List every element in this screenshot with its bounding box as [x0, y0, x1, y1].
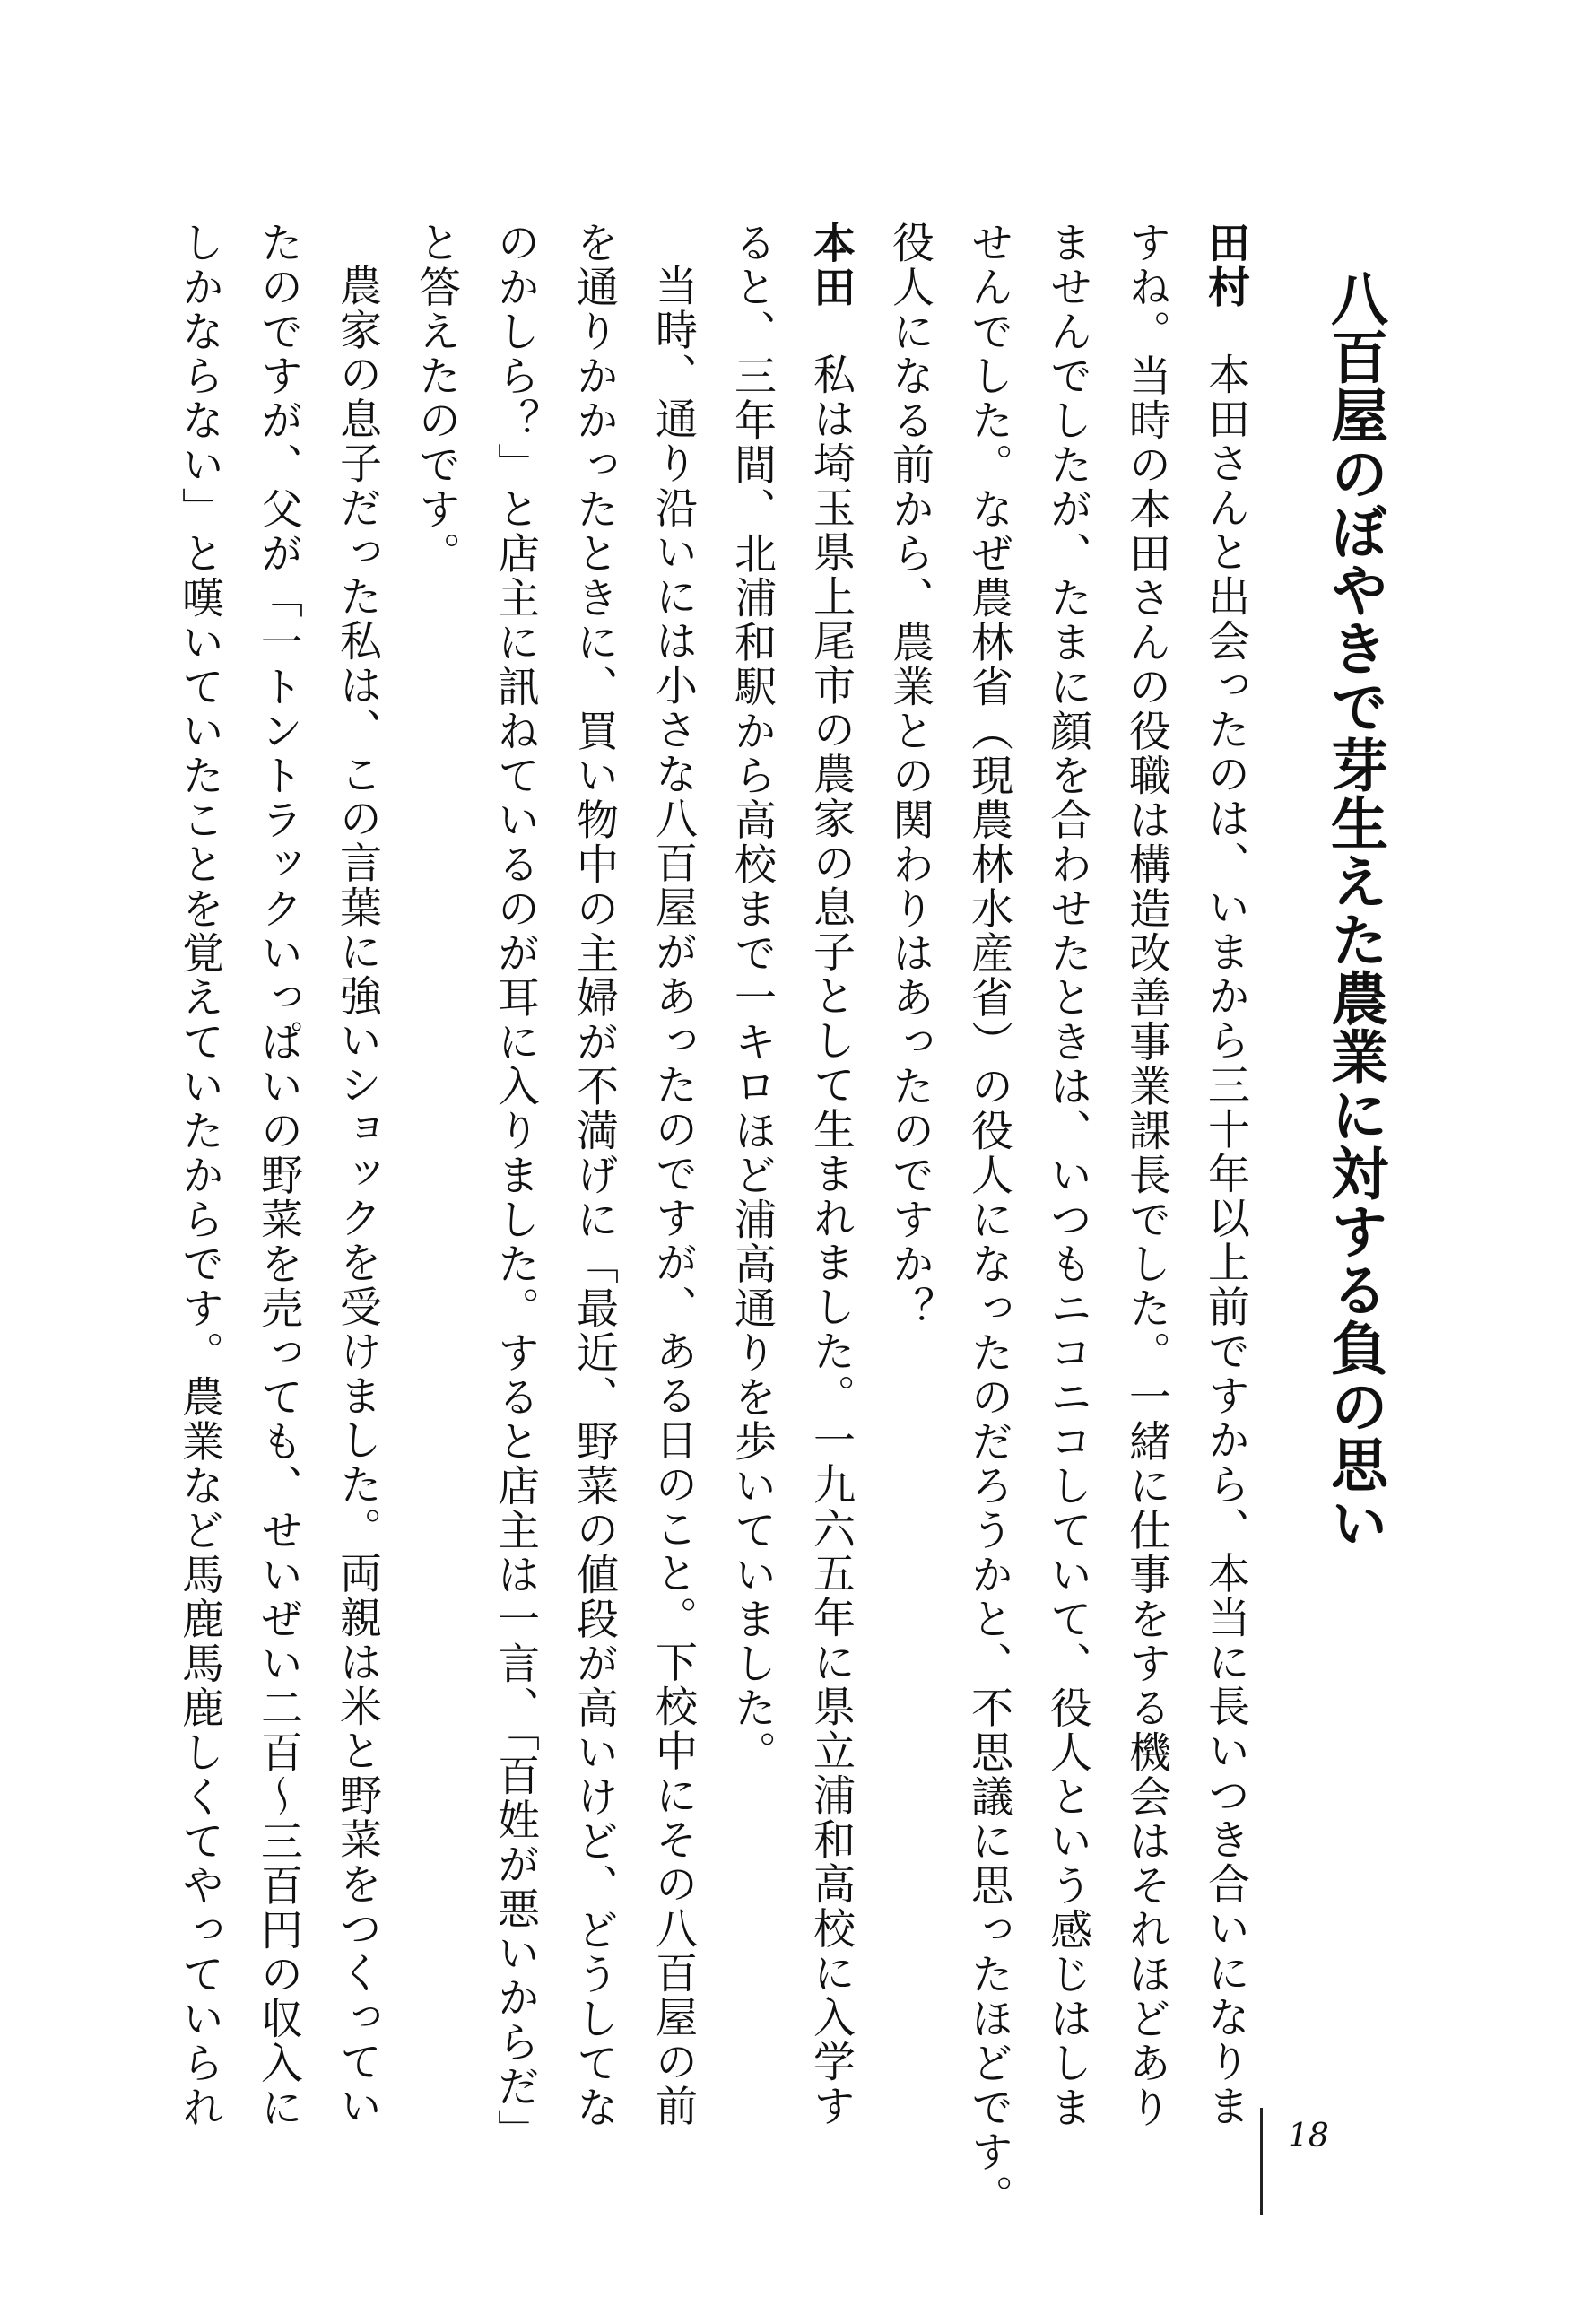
speaker-label: 本田: [806, 221, 856, 309]
column-text: 私は埼玉県上尾市の農家の息子として生まれました。一九六五年に県立浦和高校に入学す: [806, 353, 856, 2128]
text-column: [554, 221, 633, 2234]
column-text: 当時、通り沿いには小さな八百屋があったのですが、ある日のこと。下校中にその八百屋の前: [648, 264, 698, 2128]
text-column: [1028, 221, 1107, 2234]
column-text: すね。当時の本田さんの役職は構造改善事業課長でした。一緒に仕事をする機会はそれほどあり: [1122, 221, 1171, 2130]
text-column: [712, 221, 791, 2234]
text-column: [160, 221, 239, 2234]
column-text: ると、三年間、北浦和駅から高校まで一キロほど浦高通りを歩いていました。: [727, 221, 777, 1775]
column-text: を通りかかったときに、買い物中の主婦が不満げに「最近、野菜の値段が高いけど、どうしてな: [569, 221, 619, 2130]
text-column: [1107, 221, 1186, 2234]
column-text: 本田さんと出会ったのは、いまから三十年以上前ですから、本当に長いつき合いになりま: [1201, 353, 1250, 2128]
page-number: 18: [1288, 2118, 1329, 2154]
text-column: [239, 221, 317, 2234]
column-text: ませんでしたが、たまに顔を合わせたときは、いつもニコニコしていて、役人という感じはしま: [1043, 221, 1092, 2130]
text-column: [475, 221, 554, 2234]
text-column: [317, 221, 396, 2234]
page-number-rule: [1260, 2108, 1263, 2215]
text-column: [870, 221, 949, 2234]
text-column: [1186, 221, 1265, 2234]
column-text: しかならない」と嘆いていたことを覚えていたからです。農業など馬鹿馬鹿しくてやっていられ: [175, 221, 224, 2130]
body-text: [175, 221, 1265, 2234]
column-text: と答えたのです。: [412, 221, 461, 576]
text-column: [949, 221, 1028, 2234]
text-column: [791, 221, 870, 2234]
column-text: せんでした。なぜ農林省（現農林水産省）の役人になったのだろうかと、不思議に思ったほどです。: [964, 221, 1013, 2219]
column-text: 農家の息子だった私は、この言葉に強いショックを受けました。両親は米と野菜をつくってい: [333, 264, 382, 2128]
text-column: [633, 221, 712, 2234]
column-text: のかしら？」と店主に訊ねているのが耳に入りました。すると店主は一言、「百姓が悪いからだ」: [491, 221, 540, 2154]
section-title: 八百屋のぼやきで芽生えた農業に対する負の思い: [1321, 269, 1387, 1552]
column-text: たのですが、父が「一トントラックいっぱいの野菜を売っても、せいぜい二百〜三百円の収入に: [254, 221, 303, 2130]
column-text: 役人になる前から、農業との関わりはあったのですか？: [885, 221, 934, 1331]
speaker-label: 田村: [1201, 221, 1250, 309]
text-column: [396, 221, 475, 2234]
